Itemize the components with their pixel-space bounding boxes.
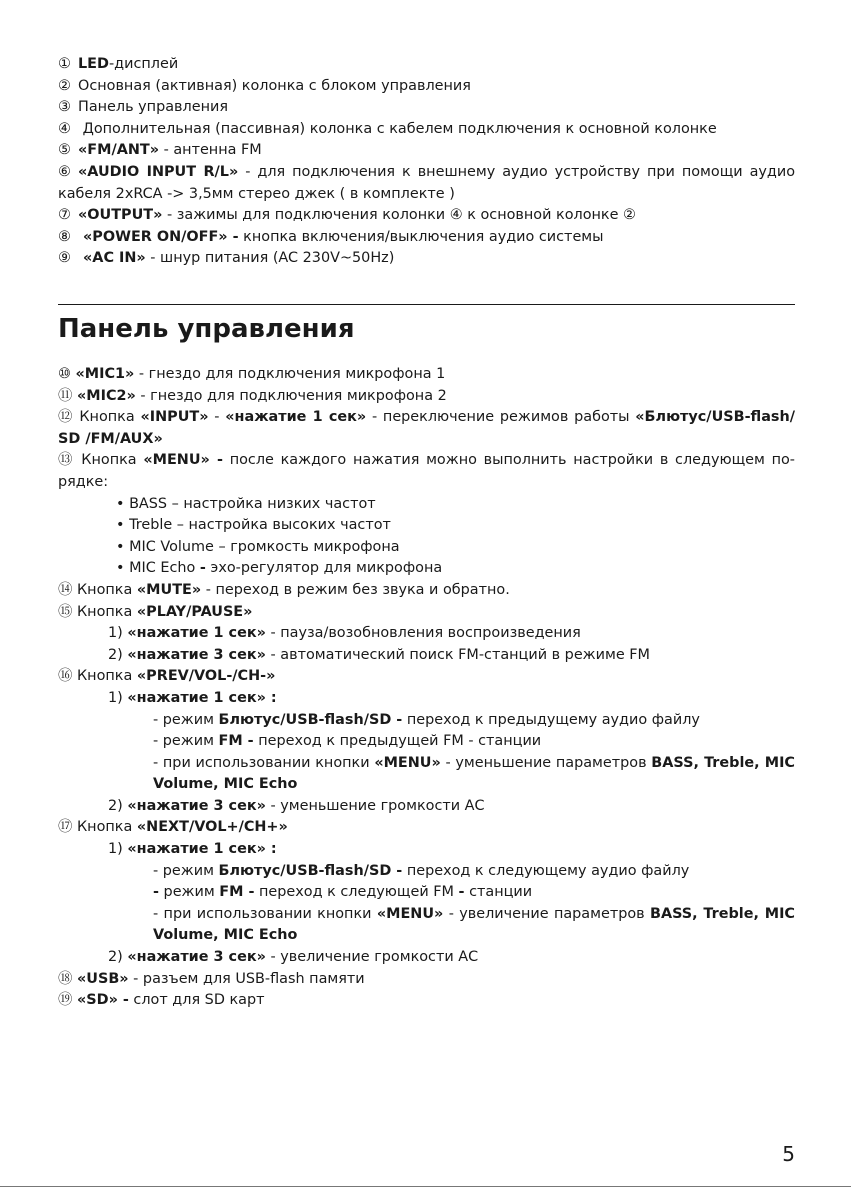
text-segment: ⑫ Кнопка bbox=[58, 409, 141, 426]
text-segment: режим bbox=[158, 884, 220, 901]
parts-item bbox=[58, 140, 795, 162]
text-segment: кнопка включения/выключения аудио системы bbox=[238, 228, 604, 245]
text-segment: - переключение режимов работы bbox=[366, 409, 636, 426]
control-item bbox=[58, 969, 795, 991]
text-segment: «MENU» bbox=[374, 754, 441, 771]
control-item bbox=[58, 386, 795, 408]
text-segment: 1) bbox=[108, 841, 128, 858]
text-segment: ⑲ bbox=[58, 992, 77, 1009]
parts-item bbox=[58, 227, 795, 249]
text-segment: Блютус/USB-flash/SD - bbox=[218, 711, 403, 728]
text-segment: ⑪ bbox=[58, 387, 77, 404]
text-segment: «MENU» bbox=[376, 905, 444, 922]
parts-item bbox=[58, 248, 795, 270]
text-segment: - bbox=[208, 409, 226, 426]
text-segment: переход к следующей FM bbox=[254, 884, 459, 901]
text-segment: «PLAY/PAUSE» bbox=[136, 603, 253, 620]
control-item bbox=[58, 450, 795, 493]
control-item bbox=[58, 407, 795, 450]
control-item bbox=[58, 861, 795, 883]
text-segment: «MENU» - bbox=[143, 452, 223, 469]
item-number: ④ bbox=[58, 120, 71, 137]
text-segment: - для подключения к внешнему аудио устройству при помощи аудио кабеля 2xRCA -> 3,5мм стерео джек ( в комплекте ) bbox=[58, 163, 796, 202]
control-item bbox=[58, 602, 795, 624]
text-segment: BASS, Treble, MIC Volume, MIC Echo bbox=[153, 905, 795, 944]
section-divider bbox=[58, 304, 795, 305]
text-segment: «нажатие 1 сек» : bbox=[127, 689, 277, 706]
text-segment: - режим bbox=[153, 733, 219, 750]
item-number: ② bbox=[58, 77, 71, 94]
text-segment: - режим bbox=[153, 711, 219, 728]
text-segment: -дисплей bbox=[108, 56, 179, 72]
text-segment: - увеличение громкости АС bbox=[265, 949, 479, 966]
text-segment: «NEXT/VOL+/CH+» bbox=[136, 819, 288, 836]
control-item bbox=[58, 731, 795, 753]
text-segment: 2) bbox=[108, 646, 128, 663]
item-number: ⑨ bbox=[58, 250, 71, 267]
text-segment: - режим bbox=[153, 862, 219, 879]
text-segment: - увеличение параметров bbox=[443, 905, 650, 922]
text-segment: «MIC2» bbox=[76, 387, 136, 404]
text-segment: «нажатие 3 сек» bbox=[127, 949, 266, 966]
text-segment: «нажатие 1 сек» : bbox=[127, 841, 277, 858]
parts-item bbox=[58, 54, 795, 76]
parts-item bbox=[58, 162, 795, 205]
parts-item bbox=[58, 97, 795, 119]
text-segment: - при использовании кнопки bbox=[153, 754, 375, 771]
page-number: 5 bbox=[782, 1142, 795, 1166]
text-segment: • MIC Volume – громкость микрофона bbox=[116, 538, 400, 555]
item-number: ③ bbox=[58, 99, 71, 116]
text-segment: ⑱ bbox=[58, 970, 77, 987]
control-item bbox=[58, 882, 795, 904]
text-segment: • Treble – настройка высоких частот bbox=[116, 517, 391, 534]
text-segment: ⑰ Кнопка bbox=[58, 819, 137, 836]
text-segment: переход к предыдущему аудио файлу bbox=[402, 711, 700, 728]
text-segment: • MIC Echo bbox=[116, 560, 200, 577]
text-segment: - антенна FM bbox=[159, 142, 262, 159]
text-segment: 2) bbox=[108, 797, 128, 814]
text-segment: ⑭ Кнопка bbox=[58, 581, 137, 598]
text-segment: «AC IN» bbox=[78, 250, 146, 267]
text-segment: станции bbox=[464, 884, 533, 901]
control-item bbox=[58, 710, 795, 732]
text-segment: - уменьшение громкости АС bbox=[265, 797, 485, 814]
text-segment: - шнур питания (AC 230V~50Hz) bbox=[145, 250, 395, 267]
text-segment: «нажатие 3 сек» bbox=[127, 646, 266, 663]
control-item bbox=[58, 947, 795, 969]
parts-item bbox=[58, 76, 795, 98]
text-segment: «POWER ON/OFF» - bbox=[78, 228, 239, 245]
text-segment: «OUTPUT» bbox=[78, 207, 163, 224]
text-segment: «AUDIO INPUT R/L» bbox=[78, 163, 239, 180]
parts-item bbox=[58, 205, 795, 227]
text-segment: «PREV/VOL-/CH-» bbox=[136, 668, 276, 685]
text-segment: - переход в режим без звука и обратно. bbox=[201, 581, 510, 598]
parts-item bbox=[58, 119, 795, 141]
text-segment: • BASS – настройка низких частот bbox=[116, 495, 376, 512]
text-segment: после каждого нажатия можно выполнить настройки в следующем по-рядке: bbox=[58, 452, 795, 490]
control-item bbox=[58, 623, 795, 645]
text-segment: ⑯ Кнопка bbox=[58, 668, 137, 685]
control-item bbox=[58, 537, 795, 559]
text-segment: BASS, Treble, MIC Volume, MIC Echo bbox=[153, 754, 795, 793]
text-segment: - разъем для USB-flash памяти bbox=[128, 970, 365, 987]
text-segment: Основная (активная) колонка с блоком управления bbox=[78, 77, 471, 94]
text-segment: - гнездо для подключения микрофона 2 bbox=[135, 387, 447, 404]
item-number: ⑤ bbox=[58, 142, 71, 159]
control-item bbox=[58, 753, 795, 796]
control-item bbox=[58, 796, 795, 818]
control-item bbox=[58, 645, 795, 667]
control-item bbox=[58, 364, 795, 386]
item-number: ① bbox=[58, 56, 71, 72]
text-segment: - пауза/возобновления воспроизведения bbox=[265, 625, 581, 642]
text-segment: «INPUT» bbox=[140, 409, 209, 426]
text-segment: 1) bbox=[108, 625, 128, 642]
text-segment: 2) bbox=[108, 949, 128, 966]
section-title: Панель управления bbox=[58, 314, 355, 344]
text-segment: LED bbox=[78, 56, 109, 72]
text-segment: «FM/ANT» bbox=[78, 142, 159, 159]
text-segment: «нажатие 1 сек» bbox=[127, 625, 266, 642]
text-segment: - bbox=[458, 884, 465, 901]
text-segment: - зажимы для подключения колонки ④ к основной колонке ② bbox=[162, 207, 636, 224]
text-segment: «MIC1» bbox=[75, 366, 135, 382]
text-segment: FM - bbox=[219, 884, 255, 901]
text-segment: «SD» - bbox=[76, 992, 129, 1009]
text-segment: Дополнительная (пассивная) колонка с кабелем подключения к основной колонке bbox=[78, 120, 717, 137]
text-segment: «Блютус/USB-flash/ SD /FM/AUX» bbox=[58, 409, 796, 447]
text-segment: ⑬ Кнопка bbox=[58, 452, 144, 469]
item-number: ⑦ bbox=[58, 207, 71, 224]
text-segment: «нажатие 1 сек» bbox=[225, 409, 367, 426]
control-item bbox=[58, 904, 795, 947]
control-item bbox=[58, 688, 795, 710]
text-segment: эхо-регулятор для микрофона bbox=[205, 560, 443, 577]
text-segment: - гнездо для подключения микрофона 1 bbox=[134, 366, 446, 382]
control-item bbox=[58, 839, 795, 861]
text-segment: ⑮ Кнопка bbox=[58, 603, 137, 620]
control-item bbox=[58, 494, 795, 516]
text-segment: «нажатие 3 сек» bbox=[127, 797, 266, 814]
text-segment: - автоматический поиск FM-станций в режиме FM bbox=[265, 646, 650, 663]
control-item bbox=[58, 990, 795, 1012]
text-segment: переход к следующему аудио файлу bbox=[402, 862, 690, 879]
text-segment: - bbox=[199, 560, 206, 577]
item-number: ⑧ bbox=[58, 228, 71, 245]
text-segment: ⑩ bbox=[58, 366, 76, 382]
text-segment: - bbox=[153, 884, 159, 901]
text-segment: - при использовании кнопки bbox=[153, 905, 377, 922]
text-segment: «MUTE» bbox=[136, 581, 202, 598]
control-item bbox=[58, 817, 795, 839]
text-segment: - уменьшение параметров bbox=[440, 754, 652, 771]
parts-list bbox=[58, 54, 795, 270]
text-segment: FM - bbox=[218, 733, 254, 750]
footer-line bbox=[0, 1186, 851, 1187]
control-item bbox=[58, 666, 795, 688]
text-segment: 1) bbox=[108, 689, 128, 706]
control-item bbox=[58, 580, 795, 602]
text-segment: переход к предыдущей FM - станции bbox=[253, 733, 542, 750]
item-number: ⑥ bbox=[58, 163, 71, 180]
text-segment: Блютус/USB-flash/SD - bbox=[218, 862, 403, 879]
control-item bbox=[58, 515, 795, 537]
text-segment: слот для SD карт bbox=[128, 992, 265, 1009]
controls-list bbox=[58, 364, 795, 1012]
control-item bbox=[58, 558, 795, 580]
text-segment: Панель управления bbox=[78, 99, 228, 116]
text-segment: «USB» bbox=[76, 970, 129, 987]
